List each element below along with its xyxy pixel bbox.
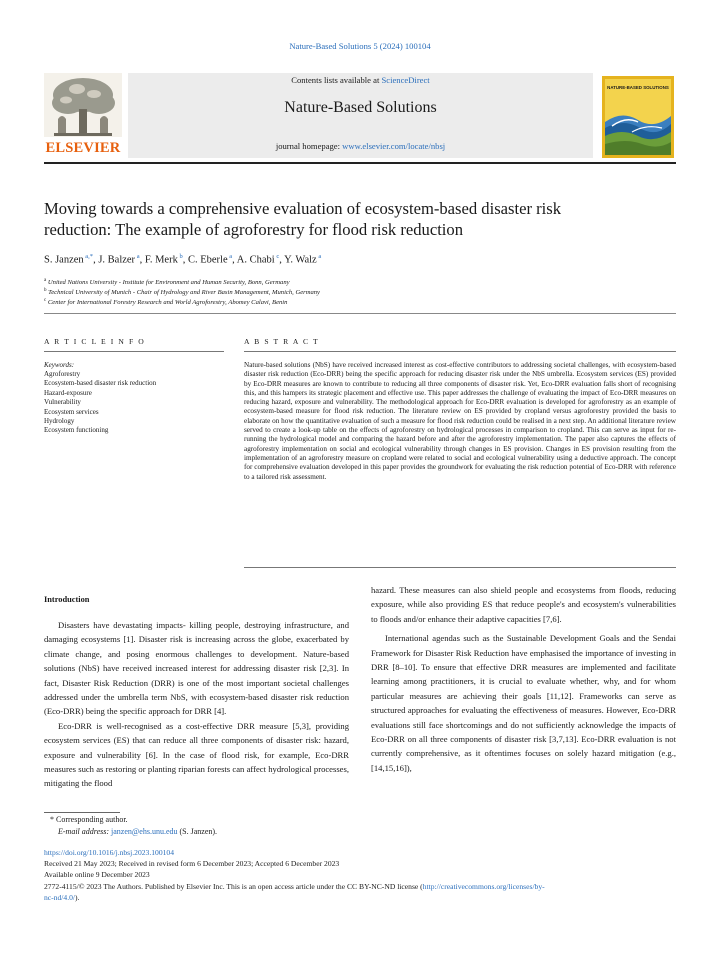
author-affiliation-marker[interactable]: a [227,253,233,260]
affiliation-divider [44,313,676,314]
author-email-link[interactable]: janzen@ehs.unu.edu [111,827,178,836]
journal-cover-image[interactable] [602,76,674,158]
received-dates: Received 21 May 2023; Received in revised form 6 December 2023; Accepted 6 December 2023 [44,859,340,869]
author-separator: , [232,254,237,266]
asterisk-marker: * [50,815,56,824]
footnote-divider [44,812,120,813]
author-affiliation-marker[interactable]: a [316,253,322,260]
corresponding-author-note [50,815,128,824]
corresponding-text: Corresponding author. [56,815,128,824]
author-separator: , [182,254,188,266]
body-column-left [44,618,349,791]
homepage-prefix: journal homepage: [275,141,343,151]
article-info-heading: A R T I C L E I N F O [44,337,146,346]
abstract-heading: A B S T R A C T [244,337,320,346]
author-name[interactable]: A. Chabi [236,254,275,266]
author-list [44,253,321,266]
affiliation-marker: c [44,298,47,303]
author-affiliation-marker[interactable]: c [274,253,280,260]
affiliation-text: Technical University of Munich - Chair of Hydrology and River Basin Management, Munich, Germany [48,289,320,297]
license-line-2 [44,892,676,903]
license-link[interactable]: http://creativecommons.org/licenses/by- [422,881,545,891]
keyword: Hydrology [44,417,75,426]
author-name[interactable]: Y. Walz [284,254,317,266]
article-info-divider [44,351,224,352]
contents-line [128,75,593,85]
author-separator: , [93,254,99,266]
journal-title: Nature-Based Solutions [284,99,437,116]
header-divider [44,162,676,164]
author-name[interactable]: F. Merk [144,254,178,266]
keywords-list [44,370,156,436]
abstract-text: Nature-based solutions (NbS) have received increased interest as cost-effective contributors to addressing societal challenges, with ecosystem-based disaster risk reduction (Eco-DRR) being the specific approach for reducing disaster risk under the NbS umbrella. Ecosystem services (ES) provided by Eco-DRR measures are known to contribute to reducing all three components of disaster risk. Yet, Eco-DRR evaluation falls short of recognising this, and this hampers its strategic placement and effective use. This paper addresses the challenge of evaluating the impact of Eco-DRR measures on reducing hazard, exposure and vulnerability. The methodological approach for Eco-DRR evaluation is developed for agroforestry as an example of ecosystem-based measure for flood risk reduction. The literature review on ES provided by cropland versus agroforestry provided the basis to elaborate on how the quantitative evaluation of such a measure for flood risk reduction could be realised in a next step. An additional literature review served to create a look-up table on the effects of agroforestry on hydrological processes in comparison to cropland. This can serve as input for re-running the hydrological model and comparing the hazard before and after the agroforestry implementation. The paper also captures the effects of agroforestry implementation on social and ecological vulnerability through changes in ES provision. Changes in ES provision resulting from the implementation of an agroforestry measure on cropland were related to social and ecological vulnerability using a deductive approach. The concept for comprehensive evaluation developed in this paper provides the groundwork for evaluating the risk reduction potential of Eco-DRR with reference to a tailored risk assessment. [244,361,676,481]
keyword: Ecosystem-based disaster risk reduction [44,379,157,388]
author-name[interactable]: S. Janzen [44,254,84,266]
author-separator: , [139,254,145,266]
sciencedirect-link[interactable]: ScienceDirect [381,75,430,85]
author-affiliation-marker[interactable]: b [177,253,183,260]
section-heading-introduction: Introduction [44,595,90,604]
author-name[interactable]: C. Eberle [187,254,228,266]
keyword: Vulnerability [44,398,81,407]
article-footer [44,847,676,903]
contents-prefix: Contents lists available at [291,75,382,85]
doi-link[interactable]: https://doi.org/10.1016/j.nbsj.2023.100104 [44,848,175,857]
affiliation-b [44,288,320,296]
keyword: Ecosystem services [44,407,99,416]
paragraph: International agendas such as the Sustainable Development Goals and the Sendai Framework for Disaster Risk Reduction have emphasised the importance of investing in DRR [8–10]. To ensure that effective DRR measures are implemented and facilitate learning among practitioners, it is crucial to evaluate whether, why, and for whom particular measures are achieving their goals [11,12]. Frameworks can serve as structured approaches for evaluating the effectiveness of measures. However, Eco-DRR evaluations still face shortcomings and do not sufficiently acknowledge the impacts of Eco-DRR on all three components of disaster risk [3,7,13]. Eco-DRR evaluation is not currently comprehensive, as it oftentimes focuses on solely hazard mitigation (e.g., [14,15,16]), [371,633,676,773]
affiliation-marker: b [44,288,47,293]
keywords-label: Keywords: [44,361,75,369]
available-online: Available online 9 December 2023 [44,870,150,880]
email-label: E-mail address: [58,827,112,836]
article-title: Moving towards a comprehensive evaluation of ecosystem-based disaster risk reduction: The example of agroforestry for flood risk reduction [44,199,562,239]
author-separator: , [279,254,285,266]
author-affiliation-marker[interactable]: a [135,253,140,260]
keyword: Agroforestry [44,370,81,378]
affiliation-a [44,278,290,286]
keyword: Hazard-exposure [44,388,92,397]
license-link-continued[interactable]: nc-nd/4.0/ [44,892,76,902]
affiliation-marker: a [44,278,47,283]
paragraph: hazard. These measures can also shield people and ecosystems from floods, reducing exposure, while also providing ES that reduce people's and ecosystem's vulnerabilities to floods and/or enhance their adaptive capacities [7,6]. [371,585,676,624]
abstract-divider [244,351,676,352]
elsevier-wordmark: ELSEVIER [45,140,121,156]
license-suffix: ). [75,892,80,902]
affiliation-text: Center for International Forestry Research and World Agroforestry, Abomey Calavi, Benin [47,299,288,307]
cover-title: NATURE-BASED SOLUTIONS [607,85,669,90]
keyword: Ecosystem functioning [44,426,109,435]
paragraph: Eco-DRR is well-recognised as a cost-effective DRR measure [5,3], providing ecosystem services (ES) that can reduce all three components of disaster risk: hazard, exposure and vulnerability [6]. In the case of flood risk, for example, Eco-DRR measures such as restoring or planting riparian forests can affect hydrological processes, mitigating the flood [44,720,349,789]
author-affiliation-marker[interactable]: a,* [83,253,94,260]
affiliation-text: United Nations University - Institute for Environment and Human Security, Bonn, Germany [47,279,290,287]
email-suffix: (S. Janzen). [177,827,218,836]
journal-homepage-link[interactable]: www.elsevier.com/locate/nbsj [342,141,446,151]
author-name[interactable]: J. Balzer [98,254,136,266]
license-text: 2772-4115/© 2023 The Authors. Published by Elsevier Inc. This is an open access article under the CC BY-NC-ND license ( [44,881,423,891]
paragraph: Disasters have devastating impacts- killing people, destroying infrastructure, and damaging ecosystems [1]. Disaster risk is increasing across the globe, exacerbated by climate change, and posing enormous challenges to development. Nature-based solutions (NbS) have received increased interest for addressing disaster risk [2,3]. In fact, Disaster Risk Reduction (DRR) is one of the most important societal challenges addressed under the umbrella term NbS, with ecosystem-based disaster risk reduction (Eco-DRR) being the specific approach for DRR [4]. [44,620,349,717]
journal-reference[interactable]: Nature-Based Solutions 5 (2024) 100104 [289,41,431,51]
abstract-bottom-divider [244,567,676,568]
affiliation-c [44,298,287,306]
homepage-line [128,141,593,151]
body-column-right [371,583,676,775]
license-line [44,881,676,892]
email-note [58,827,217,836]
